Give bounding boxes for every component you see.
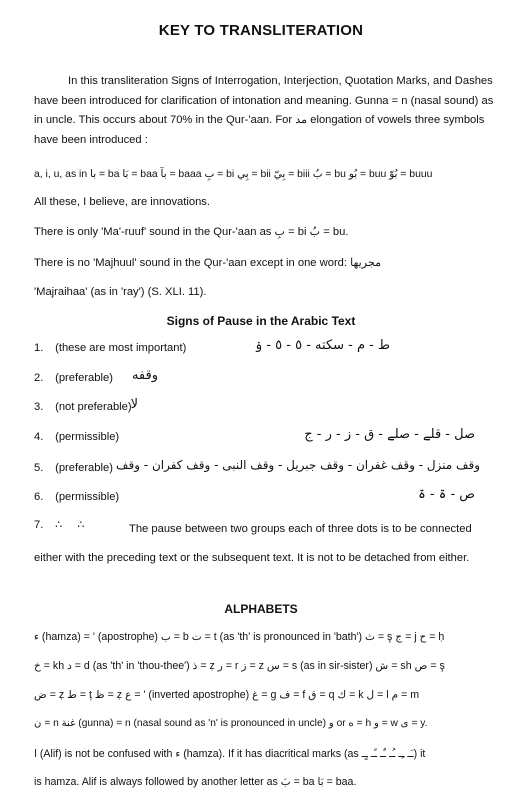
alphabet-line: ض = ẓ ط = ț ظ = ẓ ع = ' (inverted apostrophe) غ = g ف = f ق = q ك = k ل = l م = m xyxy=(34,689,420,701)
dots-sign: ∴ ∴ xyxy=(55,519,91,531)
pause-number: 5. xyxy=(34,462,44,474)
pause-label: (these are most important) xyxy=(55,342,187,354)
pause-label: (permissible) xyxy=(55,491,120,503)
pause-label: (not preferable) xyxy=(55,401,132,413)
pause-arabic: وقفه xyxy=(131,368,158,383)
page-title: KEY TO TRANSLITERATION xyxy=(158,22,364,39)
pause-arabic: وقف منزل - وقف غفران - وقف جبريل - وقف النبى - وقف كفران - وقف xyxy=(116,458,480,472)
pause-label: (preferable) xyxy=(55,462,113,474)
intro-paragraph: In this transliteration Signs of Interrogation, Interjection, Quotation Marks, and Dashes have been introduced for clarification of intonation and meaning. Gunna = n (nasal sound) as in uncle. This occurs about 70% in the Qur-'aan. For مد elongation of vowels three symbols have been introduced : xyxy=(34,75,494,146)
pause-arabic: ص - ۃ - ۃ xyxy=(418,487,475,502)
alif-note-2: is hamza. Alif is always followed by another letter as بَ = ba بَا = baa. xyxy=(34,776,357,788)
pause-row xyxy=(34,372,113,384)
alphabet-line: خ = kh د = d (as 'th' in 'thou-thee') ذ = ẓ ر = r ز = z س = s (as in sir-sister) ش = sh ص = ş xyxy=(34,660,445,672)
pause-number: 4. xyxy=(34,431,44,443)
pause-row xyxy=(34,401,132,413)
pause-row xyxy=(34,342,186,354)
alphabets-heading: ALPHABETS xyxy=(224,602,298,616)
pause-number: 3. xyxy=(34,401,44,413)
majraihaa-line: 'Majraihaa' (as in 'ray') (S. XLI. 11). xyxy=(34,286,207,298)
pause-number: 7. xyxy=(34,519,44,531)
pause-arabic: صل - قلے - صلے - ق - ز - ر - ج xyxy=(304,427,475,442)
pause-label: (preferable) xyxy=(55,372,113,384)
maruuf-line: There is only 'Ma'-ruuf' sound in the Qur-'aan as بِ = bi بُ = bu. xyxy=(34,226,349,238)
alif-note: ا (Alif) is not be confused with ء (hamza). If it has diacritical marks (as ـَـ ـِـ ـُـ ـٌـ ـًـ ـٍـ) it xyxy=(34,748,426,760)
innovations-line: All these, I believe, are innovations. xyxy=(34,196,210,208)
pause-row xyxy=(34,462,113,474)
pause-row xyxy=(34,431,119,443)
pause-arabic: ط - م - سكته - ٥ - ٥ - ۏ xyxy=(254,338,390,353)
vowels-line: a, i, u, as in با = ba بَا = baa بآ = baaa بِ = bi بِي = bii بِيّ = biii بُ = bu بُو = buu بُوّ = buuu xyxy=(34,169,433,180)
pause-arabic: لا xyxy=(130,397,138,412)
pause-number: 6. xyxy=(34,491,44,503)
pause-number: 1. xyxy=(34,342,44,354)
pause-heading: Signs of Pause in the Arabic Text xyxy=(166,314,356,328)
pause-label: (permissible) xyxy=(55,431,120,443)
alphabet-line: ن = n غنة (gunna) = n (nasal sound as 'n' is pronounced in uncle) و or ه = h و = w ى = y. xyxy=(34,718,428,729)
pause-row xyxy=(34,491,119,503)
majhuul-line: There is no 'Majhuul' sound in the Qur-'aan except in one word: مجريها xyxy=(34,257,382,269)
pause7-text: The pause between two groups each of three dots is to be connected either with the preceding text or the subsequent text. It is not to be detached from either. xyxy=(34,523,472,564)
alphabet-line: ء (hamza) = ' (apostrophe) ب = b ت = t (as 'th' is pronounced in 'bath') ث = ş ج = j ح = ḥ xyxy=(34,631,445,643)
pause-number: 2. xyxy=(34,372,44,384)
